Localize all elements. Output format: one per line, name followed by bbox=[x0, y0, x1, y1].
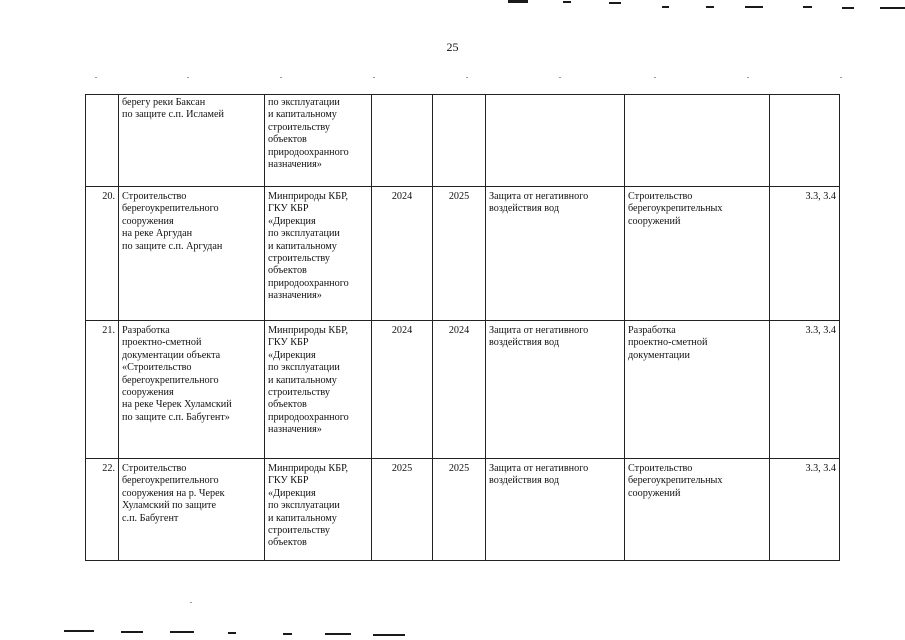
end-year-cell: 2024 bbox=[433, 321, 486, 459]
direction-cell bbox=[486, 95, 625, 187]
result-cell: Строительство берегоукрепительных сооружений bbox=[625, 187, 770, 321]
executor-cell: Минприроды КБР, ГКУ КБР «Дирекция по эксплуатации и капитальному строительству объектов природоохранного назначения» bbox=[265, 321, 372, 459]
row-number-cell: 20. bbox=[86, 187, 119, 321]
measure-name-cell: берегу реки Баксан по защите с.п. Исламей bbox=[119, 95, 265, 187]
executor-cell: по эксплуатации и капитальному строительству объектов природоохранного назначения» bbox=[265, 95, 372, 187]
scan-mark bbox=[842, 7, 854, 9]
scan-dot bbox=[280, 77, 282, 78]
scan-mark bbox=[170, 631, 194, 633]
result-cell bbox=[625, 95, 770, 187]
tasks-cell: 3.3, 3.4 bbox=[770, 459, 840, 561]
start-year-cell bbox=[372, 95, 433, 187]
scan-mark bbox=[662, 6, 669, 8]
end-year-cell: 2025 bbox=[433, 187, 486, 321]
end-year-cell bbox=[433, 95, 486, 187]
table-row bbox=[86, 459, 840, 561]
scan-mark bbox=[373, 634, 405, 636]
scan-dot bbox=[190, 602, 192, 603]
scan-dot bbox=[95, 77, 97, 78]
table-row bbox=[86, 321, 840, 459]
measure-name-cell: Разработка проектно-сметной документации объекта «Строительство берегоукрепительного сооружения на реке Черек Хуламский по защите с.п. Бабугент» bbox=[119, 321, 265, 459]
direction-cell: Защита от негативного воздействия вод bbox=[486, 321, 625, 459]
scan-mark bbox=[325, 633, 351, 635]
executor-cell: Минприроды КБР, ГКУ КБР «Дирекция по эксплуатации и капитальному строительству объектов bbox=[265, 459, 372, 561]
executor-cell: Минприроды КБР, ГКУ КБР «Дирекция по эксплуатации и капитальному строительству объектов природоохранного назначения» bbox=[265, 187, 372, 321]
scan-mark bbox=[283, 633, 292, 635]
scan-dot bbox=[373, 77, 375, 78]
scan-mark bbox=[563, 1, 571, 3]
measures-table bbox=[85, 94, 840, 561]
start-year-cell: 2024 bbox=[372, 321, 433, 459]
scan-mark bbox=[64, 630, 94, 632]
scan-mark bbox=[880, 7, 905, 9]
scan-dot bbox=[654, 77, 656, 78]
measure-name-cell: Строительство берегоукрепительного сооружения на р. Черек Хуламский по защите с.п. Бабугент bbox=[119, 459, 265, 561]
end-year-cell: 2025 bbox=[433, 459, 486, 561]
scan-mark bbox=[228, 632, 236, 634]
scan-dot bbox=[187, 77, 189, 78]
scan-mark bbox=[609, 2, 621, 4]
result-cell: Строительство берегоукрепительных сооружений bbox=[625, 459, 770, 561]
scan-mark bbox=[121, 631, 143, 633]
scan-mark bbox=[706, 6, 714, 8]
scan-dot bbox=[466, 77, 468, 78]
tasks-cell: 3.3, 3.4 bbox=[770, 187, 840, 321]
direction-cell: Защита от негативного воздействия вод bbox=[486, 459, 625, 561]
row-number-cell: 21. bbox=[86, 321, 119, 459]
start-year-cell: 2024 bbox=[372, 187, 433, 321]
row-number-cell bbox=[86, 95, 119, 187]
scan-mark bbox=[803, 6, 812, 8]
page-number: 25 bbox=[446, 40, 459, 54]
direction-cell: Защита от негативного воздействия вод bbox=[486, 187, 625, 321]
table-row bbox=[86, 95, 840, 187]
tasks-cell bbox=[770, 95, 840, 187]
tasks-cell: 3.3, 3.4 bbox=[770, 321, 840, 459]
row-number-cell: 22. bbox=[86, 459, 119, 561]
measure-name-cell: Строительство берегоукрепительного сооружения на реке Аргудан по защите с.п. Аргудан bbox=[119, 187, 265, 321]
scan-dot bbox=[840, 77, 842, 78]
result-cell: Разработка проектно-сметной документации bbox=[625, 321, 770, 459]
scan-dot bbox=[559, 77, 561, 78]
start-year-cell: 2025 bbox=[372, 459, 433, 561]
scan-mark bbox=[745, 6, 763, 8]
scan-dot bbox=[747, 77, 749, 78]
scan-mark bbox=[508, 0, 528, 3]
table-row bbox=[86, 187, 840, 321]
